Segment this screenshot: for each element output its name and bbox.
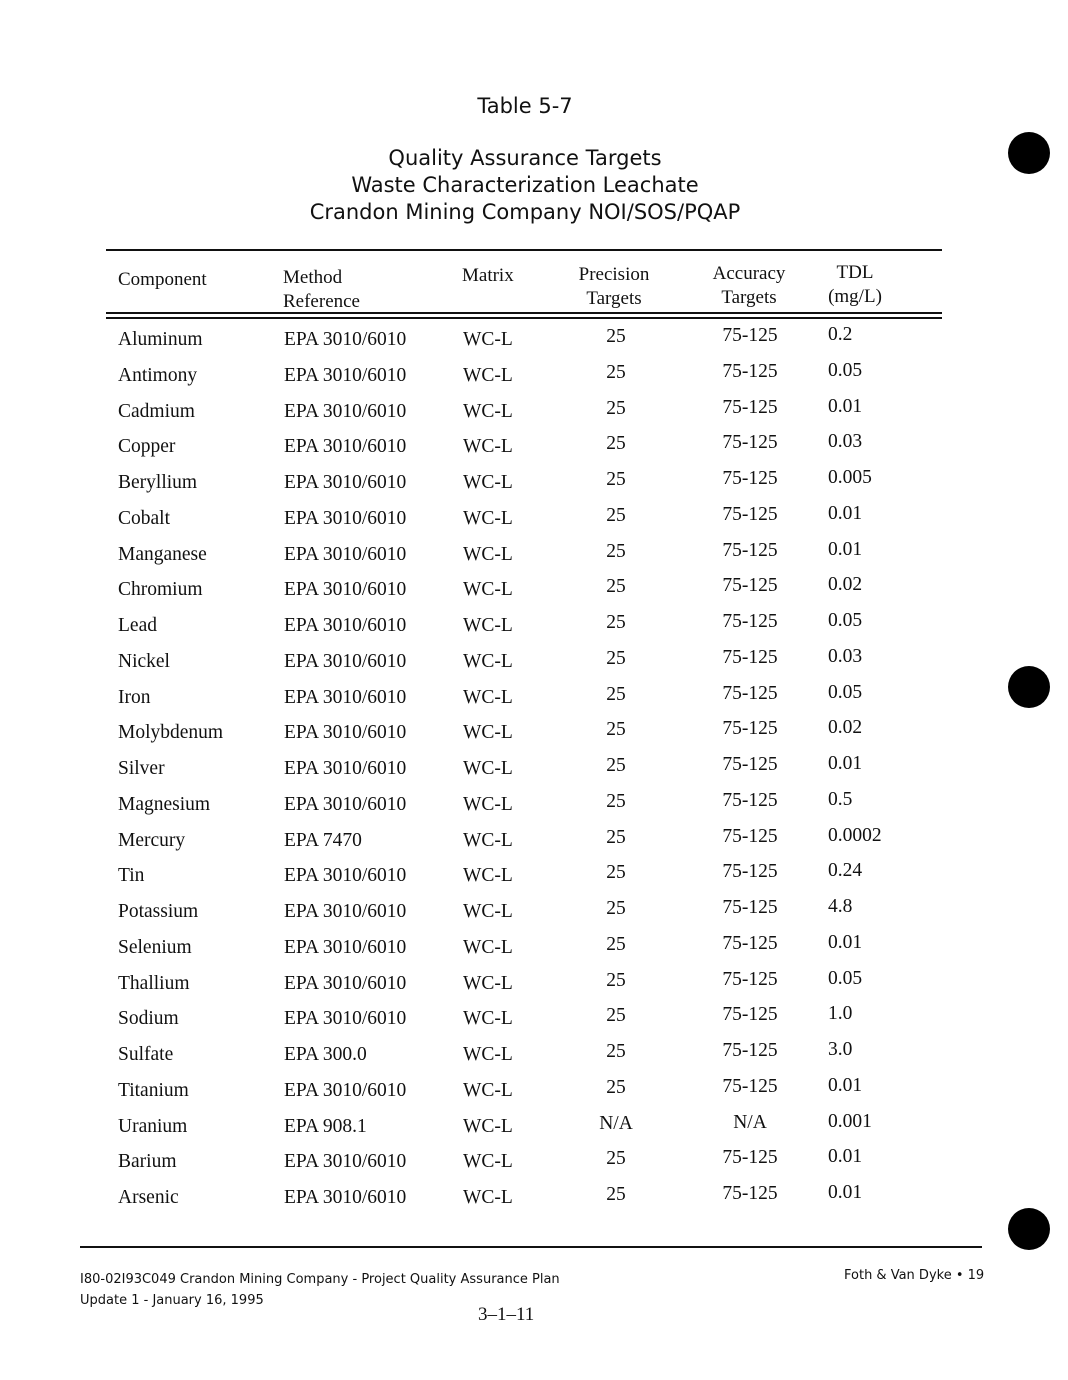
cell-precision: 25 bbox=[606, 755, 626, 776]
header-bottom-rule bbox=[106, 312, 942, 314]
table-row bbox=[0, 1109, 1068, 1145]
table-title-line-3: Crandon Mining Company NOI/SOS/PQAP bbox=[309, 200, 741, 224]
cell-matrix: WC-L bbox=[463, 615, 513, 636]
cell-method: EPA 3010/6010 bbox=[284, 472, 407, 493]
cell-component: Magnesium bbox=[118, 793, 211, 815]
cell-component: Aluminum bbox=[118, 329, 203, 350]
table-row bbox=[0, 787, 1068, 823]
cell-tdl: 0.03 bbox=[828, 431, 863, 453]
cell-precision: 25 bbox=[606, 1005, 626, 1027]
cell-component: Antimony bbox=[118, 364, 198, 386]
cell-tdl: 0.02 bbox=[828, 574, 863, 596]
cell-component: Thallium bbox=[118, 972, 190, 994]
cell-method: EPA 3010/6010 bbox=[284, 1079, 407, 1101]
cell-matrix: WC-L bbox=[463, 1151, 513, 1173]
footer-update: Update 1 - January 16, 1995 bbox=[80, 1293, 264, 1308]
cell-accuracy: 75-125 bbox=[722, 682, 778, 704]
cell-accuracy: 75-125 bbox=[722, 1075, 778, 1097]
table-row bbox=[0, 1001, 1068, 1037]
cell-method: EPA 3010/6010 bbox=[284, 865, 407, 887]
cell-tdl: 0.01 bbox=[828, 395, 863, 417]
cell-matrix: WC-L bbox=[463, 722, 513, 744]
cell-accuracy: 75-125 bbox=[722, 503, 778, 525]
cell-component: Molybdenum bbox=[118, 722, 224, 744]
cell-method: EPA 3010/6010 bbox=[284, 507, 407, 529]
cell-method: EPA 3010/6010 bbox=[284, 901, 407, 922]
cell-accuracy: 75-125 bbox=[722, 325, 778, 346]
cell-tdl: 0.01 bbox=[828, 502, 863, 524]
cell-precision: 25 bbox=[606, 647, 626, 669]
table-row bbox=[0, 1037, 1068, 1073]
cell-precision: 25 bbox=[606, 969, 626, 991]
cell-precision: 25 bbox=[606, 1148, 626, 1170]
cell-component: Silver bbox=[118, 758, 165, 779]
table-row bbox=[0, 644, 1068, 680]
table-row bbox=[0, 823, 1068, 859]
cell-method: EPA 3010/6010 bbox=[284, 793, 407, 815]
cell-accuracy: 75-125 bbox=[722, 825, 778, 847]
cell-matrix: WC-L bbox=[463, 650, 513, 672]
cell-tdl: 0.01 bbox=[828, 753, 863, 774]
header-component bbox=[118, 268, 207, 292]
cell-precision: 25 bbox=[606, 898, 626, 919]
cell-tdl: 0.001 bbox=[828, 1110, 872, 1132]
cell-tdl: 4.8 bbox=[828, 896, 853, 917]
table-row bbox=[0, 1144, 1068, 1180]
cell-component: Titanium bbox=[118, 1079, 189, 1101]
cell-matrix: WC-L bbox=[463, 758, 513, 779]
cell-accuracy: 75-125 bbox=[722, 968, 778, 990]
cell-component: Beryllium bbox=[118, 472, 198, 493]
cell-matrix: WC-L bbox=[463, 793, 513, 815]
header-accuracy-line-2: Targets bbox=[721, 287, 777, 308]
cell-precision: 25 bbox=[606, 433, 626, 455]
cell-tdl: 0.2 bbox=[828, 324, 853, 345]
cell-accuracy: 75-125 bbox=[722, 1183, 778, 1204]
cell-method: EPA 3010/6010 bbox=[284, 436, 407, 458]
cell-component: Selenium bbox=[118, 936, 192, 958]
cell-method: EPA 3010/6010 bbox=[284, 329, 407, 350]
cell-matrix: WC-L bbox=[463, 901, 513, 922]
cell-matrix: WC-L bbox=[463, 364, 513, 386]
table-row bbox=[0, 680, 1068, 716]
cell-precision: 25 bbox=[606, 612, 626, 633]
cell-component: Nickel bbox=[118, 650, 170, 672]
header-tdl-line-1: TDL bbox=[836, 262, 874, 283]
table-row bbox=[0, 322, 1068, 358]
cell-component: Uranium bbox=[118, 1115, 188, 1137]
header-tdl bbox=[822, 261, 888, 309]
cell-matrix: WC-L bbox=[463, 1008, 513, 1030]
cell-precision: 25 bbox=[606, 1076, 626, 1098]
cell-method: EPA 908.1 bbox=[284, 1115, 367, 1137]
cell-method: EPA 3010/6010 bbox=[284, 615, 407, 636]
cell-accuracy: 75-125 bbox=[722, 1040, 778, 1061]
header-accuracy-line-1: Accuracy bbox=[712, 263, 786, 284]
table-row bbox=[0, 858, 1068, 894]
cell-method: EPA 7470 bbox=[284, 829, 362, 851]
cell-tdl: 0.05 bbox=[828, 610, 863, 631]
cell-accuracy: 75-125 bbox=[722, 575, 778, 597]
table-row bbox=[0, 394, 1068, 430]
cell-matrix: WC-L bbox=[463, 1187, 513, 1208]
cell-accuracy: 75-125 bbox=[722, 611, 778, 632]
cell-accuracy: 75-125 bbox=[722, 396, 778, 418]
table-row bbox=[0, 465, 1068, 501]
table-row bbox=[0, 537, 1068, 573]
cell-matrix: WC-L bbox=[463, 972, 513, 994]
header-precision-line-1: Precision bbox=[578, 264, 650, 285]
cell-tdl: 3.0 bbox=[828, 1039, 853, 1060]
cell-matrix: WC-L bbox=[463, 400, 513, 422]
cell-precision: 25 bbox=[606, 361, 626, 383]
cell-accuracy: 75-125 bbox=[722, 646, 778, 668]
cell-component: Manganese bbox=[118, 543, 207, 565]
cell-component: Barium bbox=[118, 1151, 177, 1173]
header-precision bbox=[566, 263, 662, 311]
cell-method: EPA 3010/6010 bbox=[284, 722, 407, 744]
cell-matrix: WC-L bbox=[463, 686, 513, 708]
table-number: Table 5-7 bbox=[477, 94, 573, 118]
header-method-line-1: Method bbox=[283, 267, 343, 288]
cell-accuracy: 75-125 bbox=[722, 897, 778, 918]
table-title-line-2: Waste Characterization Leachate bbox=[351, 173, 699, 197]
cell-accuracy: 75-125 bbox=[722, 432, 778, 454]
cell-tdl: 0.24 bbox=[828, 860, 863, 882]
cell-method: EPA 3010/6010 bbox=[284, 936, 407, 958]
cell-method: EPA 3010/6010 bbox=[284, 543, 407, 565]
cell-matrix: WC-L bbox=[463, 1044, 513, 1065]
cell-matrix: WC-L bbox=[463, 329, 513, 350]
cell-accuracy: 75-125 bbox=[722, 1004, 778, 1026]
cell-matrix: WC-L bbox=[463, 579, 513, 601]
cell-matrix: WC-L bbox=[463, 472, 513, 493]
cell-tdl: 0.05 bbox=[828, 359, 863, 381]
cell-precision: 25 bbox=[606, 683, 626, 705]
table-row bbox=[0, 1073, 1068, 1109]
cell-accuracy: 75-125 bbox=[722, 754, 778, 775]
cell-precision: 25 bbox=[606, 933, 626, 955]
header-matrix bbox=[462, 264, 514, 288]
header-method-line-2: Reference bbox=[283, 291, 360, 312]
footer-firm-page: Foth & Van Dyke • 19 bbox=[844, 1268, 985, 1283]
cell-precision: 25 bbox=[606, 826, 626, 848]
cell-precision: 25 bbox=[606, 1041, 626, 1062]
cell-precision: N/A bbox=[599, 1112, 633, 1134]
cell-accuracy: N/A bbox=[733, 1111, 767, 1133]
cell-component: Chromium bbox=[118, 579, 203, 601]
cell-accuracy: 75-125 bbox=[722, 932, 778, 954]
table-title-line-1: Quality Assurance Targets bbox=[388, 146, 662, 170]
header-component-label: Component bbox=[118, 269, 207, 290]
cell-precision: 25 bbox=[606, 790, 626, 812]
cell-precision: 25 bbox=[606, 504, 626, 526]
cell-accuracy: 75-125 bbox=[722, 468, 778, 489]
cell-tdl: 0.01 bbox=[828, 1182, 863, 1203]
cell-tdl: 0.01 bbox=[828, 1146, 863, 1168]
table-row bbox=[0, 966, 1068, 1002]
header-accuracy bbox=[704, 262, 794, 310]
page-number: 3–1–11 bbox=[478, 1304, 535, 1325]
table-row bbox=[0, 429, 1068, 465]
cell-matrix: WC-L bbox=[463, 507, 513, 529]
cell-precision: 25 bbox=[606, 576, 626, 598]
cell-method: EPA 3010/6010 bbox=[284, 650, 407, 672]
cell-method: EPA 3010/6010 bbox=[284, 364, 407, 386]
cell-method: EPA 3010/6010 bbox=[284, 972, 407, 994]
cell-precision: 25 bbox=[606, 862, 626, 884]
cell-tdl: 0.05 bbox=[828, 967, 863, 989]
cell-tdl: 0.05 bbox=[828, 681, 863, 703]
cell-matrix: WC-L bbox=[463, 865, 513, 887]
table-row bbox=[0, 930, 1068, 966]
header-bottom-rule-double bbox=[106, 317, 942, 319]
header-precision-line-2: Targets bbox=[586, 288, 642, 309]
cell-accuracy: 75-125 bbox=[722, 1147, 778, 1169]
cell-precision: 25 bbox=[606, 397, 626, 419]
cell-component: Sodium bbox=[118, 1008, 179, 1030]
cell-precision: 25 bbox=[606, 540, 626, 562]
cell-component: Copper bbox=[118, 436, 176, 458]
cell-method: EPA 3010/6010 bbox=[284, 1187, 407, 1208]
table-row bbox=[0, 751, 1068, 787]
cell-accuracy: 75-125 bbox=[722, 539, 778, 561]
table-row bbox=[0, 1180, 1068, 1216]
table-row bbox=[0, 894, 1068, 930]
cell-tdl: 0.02 bbox=[828, 717, 863, 739]
cell-method: EPA 3010/6010 bbox=[284, 686, 407, 708]
punch-hole-top bbox=[1008, 132, 1050, 174]
cell-method: EPA 3010/6010 bbox=[284, 400, 407, 422]
cell-component: Cadmium bbox=[118, 400, 195, 422]
cell-component: Sulfate bbox=[118, 1044, 174, 1065]
table-row bbox=[0, 501, 1068, 537]
cell-matrix: WC-L bbox=[463, 829, 513, 851]
cell-matrix: WC-L bbox=[463, 936, 513, 958]
table-row bbox=[0, 572, 1068, 608]
cell-method: EPA 3010/6010 bbox=[284, 758, 407, 779]
cell-method: EPA 300.0 bbox=[284, 1044, 367, 1065]
table-body bbox=[0, 322, 1068, 1216]
cell-tdl: 0.03 bbox=[828, 645, 863, 667]
footer-doc-reference: I80-02I93C049 Crandon Mining Company - Project Quality Assurance Plan bbox=[80, 1272, 560, 1287]
table-top-rule bbox=[106, 249, 942, 251]
header-matrix-label: Matrix bbox=[462, 265, 514, 286]
cell-tdl: 1.0 bbox=[828, 1003, 853, 1025]
cell-tdl: 0.01 bbox=[828, 538, 863, 560]
header-method bbox=[283, 266, 360, 314]
cell-tdl: 0.01 bbox=[828, 1074, 863, 1096]
cell-tdl: 0.5 bbox=[828, 788, 853, 810]
table-row bbox=[0, 358, 1068, 394]
cell-component: Lead bbox=[118, 615, 157, 636]
cell-tdl: 0.005 bbox=[828, 467, 872, 488]
header-tdl-line-2: (mg/L) bbox=[828, 286, 882, 307]
cell-matrix: WC-L bbox=[463, 1079, 513, 1101]
footer-rule bbox=[80, 1246, 982, 1248]
cell-precision: 25 bbox=[606, 1184, 626, 1205]
cell-method: EPA 3010/6010 bbox=[284, 1008, 407, 1030]
cell-component: Tin bbox=[118, 865, 145, 887]
table-row bbox=[0, 608, 1068, 644]
cell-component: Arsenic bbox=[118, 1187, 179, 1208]
cell-component: Potassium bbox=[118, 901, 199, 922]
cell-accuracy: 75-125 bbox=[722, 718, 778, 740]
cell-tdl: 0.0002 bbox=[828, 824, 882, 846]
cell-precision: 25 bbox=[606, 719, 626, 741]
cell-component: Mercury bbox=[118, 829, 186, 851]
cell-method: EPA 3010/6010 bbox=[284, 1151, 407, 1173]
cell-component: Iron bbox=[118, 686, 151, 708]
cell-accuracy: 75-125 bbox=[722, 789, 778, 811]
cell-matrix: WC-L bbox=[463, 436, 513, 458]
table-row bbox=[0, 715, 1068, 751]
cell-matrix: WC-L bbox=[463, 1115, 513, 1137]
cell-accuracy: 75-125 bbox=[722, 861, 778, 883]
cell-tdl: 0.01 bbox=[828, 931, 863, 953]
cell-accuracy: 75-125 bbox=[722, 360, 778, 382]
cell-component: Cobalt bbox=[118, 507, 170, 529]
cell-precision: 25 bbox=[606, 469, 626, 490]
cell-precision: 25 bbox=[606, 326, 626, 347]
cell-matrix: WC-L bbox=[463, 543, 513, 565]
cell-method: EPA 3010/6010 bbox=[284, 579, 407, 601]
